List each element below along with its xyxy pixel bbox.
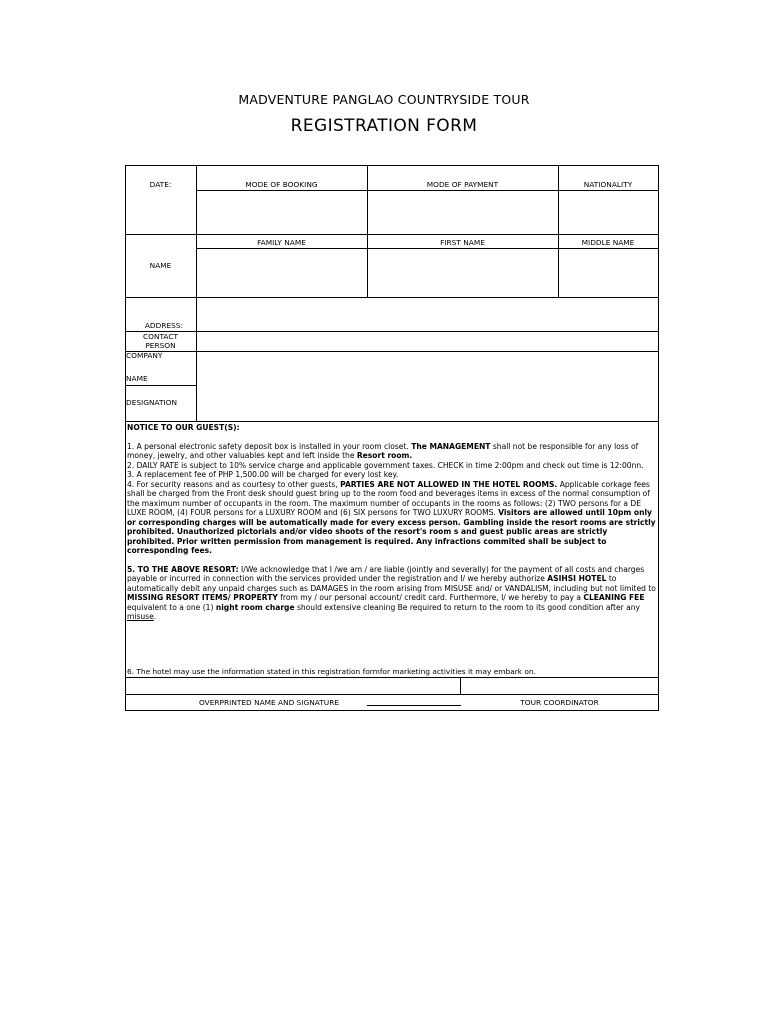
mode-of-payment-label: MODE OF PAYMENT bbox=[426, 180, 499, 189]
middle-name-label: MIDDLE NAME bbox=[581, 238, 635, 247]
tour-coordinator-label: TOUR COORDINATOR bbox=[520, 698, 599, 707]
designation-label: DESIGNATION bbox=[126, 398, 178, 407]
notice-heading: NOTICE TO OUR GUEST(S): bbox=[127, 423, 240, 432]
rule-before-signature bbox=[125, 677, 659, 678]
form-border-right bbox=[658, 165, 659, 711]
contact-person-label-line1: CONTACT bbox=[142, 332, 179, 341]
rule-after-company bbox=[125, 385, 196, 386]
address-label: ADDRESS: bbox=[144, 321, 183, 330]
col-divider-signature bbox=[460, 677, 461, 695]
registration-form bbox=[125, 165, 659, 711]
rule-before-notice bbox=[125, 421, 659, 422]
form-border-bottom bbox=[125, 710, 659, 711]
notice-item-3: 3. A replacement fee of PHP 1,500.00 will be charged for every lost key. bbox=[127, 470, 399, 479]
form-title: REGISTRATION FORM bbox=[290, 116, 478, 136]
rule-header-row bbox=[196, 190, 659, 191]
mode-of-booking-label: MODE OF BOOKING bbox=[245, 180, 318, 189]
notice-item-2: 2. DAILY RATE is subject to 10% service charge and applicable government taxes. CHECK in time 2:00pm and check out time is 12:00nn. bbox=[127, 460, 644, 470]
rule-after-contact bbox=[125, 351, 659, 352]
family-name-label: FAMILY NAME bbox=[257, 238, 306, 247]
form-border-left bbox=[125, 165, 126, 711]
first-name-label: FIRST NAME bbox=[440, 238, 485, 247]
rule-after-row1 bbox=[125, 234, 659, 235]
rule-after-name bbox=[125, 297, 659, 298]
form-border-top bbox=[125, 165, 659, 166]
notice-item-6: 6. The hotel may use the information stated in this registration formfor marketing activities it may embark on. bbox=[127, 667, 536, 676]
signature-underline bbox=[367, 705, 461, 706]
contact-person-label-line2: PERSON bbox=[145, 341, 176, 350]
signature-label: OVERPRINTED NAME AND SIGNATURE bbox=[199, 698, 340, 707]
notice-item-4: 4. For security reasons and as courtesy to other guests, PARTIES ARE NOT ALLOWED IN THE HOTEL ROOMS. Applicable corkage fees shall be charged from the Front desk should guest bring up to the room food and beverages items in excess of the normal consumption of the maximum number of occupants in the room. The maximum number of occupants in the rooms as follows: (2) TWO persons for a DE LUXE ROOM, (4) FOUR persons for a LUXURY ROOM and (6) SIX persons for TWO LUXURY ROOMS. Visitors are allowed until 10pm only or corresponding charges will be automatically made for every excess person. Gambling inside the resort rooms are strictly prohibited. Unauthorized pictorials and/or video shoots of the resort's room s and guest public areas are strictly prohibited. Prior written permission from management is required. Any infractions commited shall be subject to corresponding fees. bbox=[127, 479, 656, 555]
company-label-line2: NAME bbox=[126, 374, 148, 383]
nationality-label: NATIONALITY bbox=[583, 180, 633, 189]
rule-name-headers bbox=[196, 248, 659, 249]
company-label-line1: COMPANY bbox=[126, 351, 163, 360]
notice-item-1: 1. A personal electronic safety deposit box is installed in your room closet. The MANAGEMENT shall not be responsible for any loss of money, jewelry, and other valuables kept and left inside the Resort room. bbox=[127, 441, 639, 460]
rule-signature-labels bbox=[125, 694, 659, 695]
date-label: DATE: bbox=[149, 180, 172, 189]
organization-name: MADVENTURE PANGLAO COUNTRYSIDE TOUR bbox=[238, 92, 530, 107]
rule-after-address bbox=[125, 331, 659, 332]
notice-item-5: 5. TO THE ABOVE RESORT: I/We acknowledge that I /we am / are liable (jointly and severally) for the payment of all costs and charges payable or incurred in connection with the services provided under the registration and I/ we hereby authorize ASIHSI HOTEL to automatically debit any unpaid charges such as DAMAGES in the room arising from MISUSE and/ or VANDALISM, including but not limited to MISSING RESORT ITEMS/ PROPERTY from my / our personal account/ credit card. Furthermore, I/ we hereby to pay a CLEANING FEE equivalent to a one (1) night room charge should extensive cleaning Be required to return to the room to its good condition after any misuse. bbox=[127, 564, 656, 621]
guest-notice bbox=[127, 423, 657, 622]
col-divider-label bbox=[196, 165, 197, 422]
name-label: NAME bbox=[149, 261, 172, 270]
